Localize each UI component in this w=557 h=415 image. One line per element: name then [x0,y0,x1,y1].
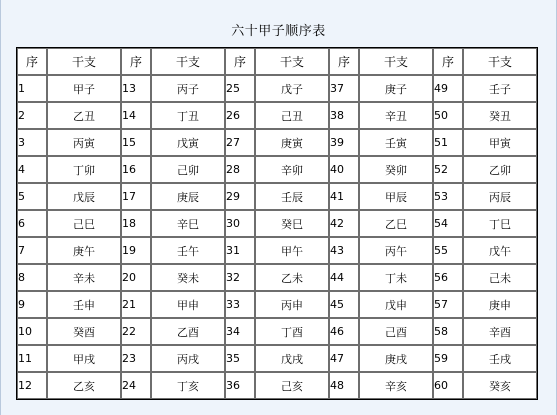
ganzhi-cell: 乙丑 [47,102,121,129]
cycle-index-cell: 36 [225,372,255,399]
cycle-index-cell: 14 [121,102,151,129]
ganzhi-cell: 庚午 [47,237,121,264]
ganzhi-cell: 丁酉 [255,318,329,345]
column-header-index: 序 [121,48,151,75]
cycle-index-cell: 19 [121,237,151,264]
cycle-index-cell: 30 [225,210,255,237]
table-row [17,345,537,372]
table-row [17,264,537,291]
ganzhi-cell: 己卯 [151,156,225,183]
cycle-index-cell: 32 [225,264,255,291]
ganzhi-cell: 庚寅 [255,129,329,156]
ganzhi-cell: 丙申 [255,291,329,318]
header-row [17,48,537,75]
cycle-index-cell: 60 [433,372,463,399]
ganzhi-cell: 甲戌 [47,345,121,372]
cycle-index-cell: 51 [433,129,463,156]
cycle-index-cell: 26 [225,102,255,129]
cycle-index-cell: 45 [329,291,359,318]
cycle-index-cell: 16 [121,156,151,183]
ganzhi-cell: 丙辰 [463,183,537,210]
cycle-index-cell: 56 [433,264,463,291]
ganzhi-cell: 甲寅 [463,129,537,156]
ganzhi-cell: 己未 [463,264,537,291]
cycle-index-cell: 2 [17,102,47,129]
cycle-index-cell: 41 [329,183,359,210]
table-row [17,75,537,102]
ganzhi-cell: 甲辰 [359,183,433,210]
cycle-index-cell: 21 [121,291,151,318]
table-row [17,372,537,399]
ganzhi-cell: 乙巳 [359,210,433,237]
cycle-index-cell: 6 [17,210,47,237]
column-header-index: 序 [17,48,47,75]
ganzhi-cell: 戊寅 [151,129,225,156]
ganzhi-cell: 戊子 [255,75,329,102]
table-row [17,183,537,210]
ganzhi-cell: 丁卯 [47,156,121,183]
ganzhi-cell: 己巳 [47,210,121,237]
cycle-index-cell: 22 [121,318,151,345]
ganzhi-cell: 壬寅 [359,129,433,156]
cycle-index-cell: 54 [433,210,463,237]
ganzhi-cell: 辛酉 [463,318,537,345]
cycle-index-cell: 15 [121,129,151,156]
cycle-index-cell: 59 [433,345,463,372]
ganzhi-cell: 辛卯 [255,156,329,183]
ganzhi-cell: 戊辰 [47,183,121,210]
cycle-index-cell: 43 [329,237,359,264]
ganzhi-cell: 庚子 [359,75,433,102]
ganzhi-cell: 乙卯 [463,156,537,183]
cycle-index-cell: 57 [433,291,463,318]
column-header-index: 序 [433,48,463,75]
ganzhi-cell: 甲子 [47,75,121,102]
cycle-index-cell: 35 [225,345,255,372]
ganzhi-cell: 己亥 [255,372,329,399]
table-row [17,318,537,345]
ganzhi-cell: 癸未 [151,264,225,291]
cycle-index-cell: 42 [329,210,359,237]
ganzhi-cell: 丙寅 [47,129,121,156]
cycle-index-cell: 33 [225,291,255,318]
ganzhi-cell: 丙戌 [151,345,225,372]
cycle-index-cell: 44 [329,264,359,291]
ganzhi-cell: 壬戌 [463,345,537,372]
ganzhi-cell: 癸巳 [255,210,329,237]
cycle-index-cell: 53 [433,183,463,210]
ganzhi-cell: 庚申 [463,291,537,318]
ganzhi-cell: 戊申 [359,291,433,318]
cycle-index-cell: 46 [329,318,359,345]
cycle-index-cell: 7 [17,237,47,264]
ganzhi-cell: 乙酉 [151,318,225,345]
ganzhi-cell: 癸卯 [359,156,433,183]
cycle-index-cell: 58 [433,318,463,345]
ganzhi-cell: 癸酉 [47,318,121,345]
ganzhi-cell: 壬子 [463,75,537,102]
ganzhi-cell: 甲申 [151,291,225,318]
cycle-index-cell: 52 [433,156,463,183]
ganzhi-cell: 庚辰 [151,183,225,210]
ganzhi-cell: 戊午 [463,237,537,264]
ganzhi-cell: 戊戌 [255,345,329,372]
ganzhi-cell: 己丑 [255,102,329,129]
ganzhi-cell: 丁巳 [463,210,537,237]
ganzhi-cell: 辛亥 [359,372,433,399]
ganzhi-cell: 庚戌 [359,345,433,372]
table-row [17,156,537,183]
cycle-index-cell: 23 [121,345,151,372]
cycle-index-cell: 12 [17,372,47,399]
cycle-index-cell: 13 [121,75,151,102]
ganzhi-cell: 丁亥 [151,372,225,399]
cycle-index-cell: 47 [329,345,359,372]
table-row [17,237,537,264]
cycle-index-cell: 48 [329,372,359,399]
cycle-index-cell: 3 [17,129,47,156]
ganzhi-cell: 辛丑 [359,102,433,129]
cycle-index-cell: 28 [225,156,255,183]
ganzhi-cell: 丁丑 [151,102,225,129]
page-title: 六十甲子顺序表 [231,24,326,39]
table-row [17,102,537,129]
cycle-index-cell: 1 [17,75,47,102]
ganzhi-cell: 丙子 [151,75,225,102]
cycle-index-cell: 10 [17,318,47,345]
cycle-index-cell: 50 [433,102,463,129]
cycle-index-cell: 38 [329,102,359,129]
cycle-index-cell: 25 [225,75,255,102]
cycle-index-cell: 34 [225,318,255,345]
column-header-ganzhi: 干支 [463,48,537,75]
cycle-index-cell: 27 [225,129,255,156]
cycle-index-cell: 18 [121,210,151,237]
ganzhi-cell: 丙午 [359,237,433,264]
cycle-index-cell: 5 [17,183,47,210]
ganzhi-cell: 辛未 [47,264,121,291]
ganzhi-cell: 壬申 [47,291,121,318]
cycle-index-cell: 49 [433,75,463,102]
ganzhi-cell: 辛巳 [151,210,225,237]
cycle-index-cell: 11 [17,345,47,372]
ganzhi-cell: 壬辰 [255,183,329,210]
cycle-index-cell: 39 [329,129,359,156]
sexagenary-cycle-table [16,47,538,400]
cycle-index-cell: 29 [225,183,255,210]
column-header-ganzhi: 干支 [359,48,433,75]
column-header-ganzhi: 干支 [151,48,225,75]
ganzhi-cell: 乙未 [255,264,329,291]
cycle-index-cell: 9 [17,291,47,318]
table-row [17,291,537,318]
ganzhi-cell: 丁未 [359,264,433,291]
ganzhi-cell: 癸亥 [463,372,537,399]
ganzhi-cell: 癸丑 [463,102,537,129]
cycle-index-cell: 8 [17,264,47,291]
cycle-index-cell: 17 [121,183,151,210]
cycle-index-cell: 4 [17,156,47,183]
column-header-index: 序 [329,48,359,75]
ganzhi-cell: 乙亥 [47,372,121,399]
column-header-index: 序 [225,48,255,75]
cycle-index-cell: 31 [225,237,255,264]
table-row [17,210,537,237]
column-header-ganzhi: 干支 [47,48,121,75]
cycle-index-cell: 20 [121,264,151,291]
cycle-index-cell: 55 [433,237,463,264]
ganzhi-cell: 壬午 [151,237,225,264]
ganzhi-cell: 己酉 [359,318,433,345]
cycle-index-cell: 40 [329,156,359,183]
cycle-index-cell: 37 [329,75,359,102]
cycle-index-cell: 24 [121,372,151,399]
table-row [17,129,537,156]
ganzhi-cell: 甲午 [255,237,329,264]
column-header-ganzhi: 干支 [255,48,329,75]
